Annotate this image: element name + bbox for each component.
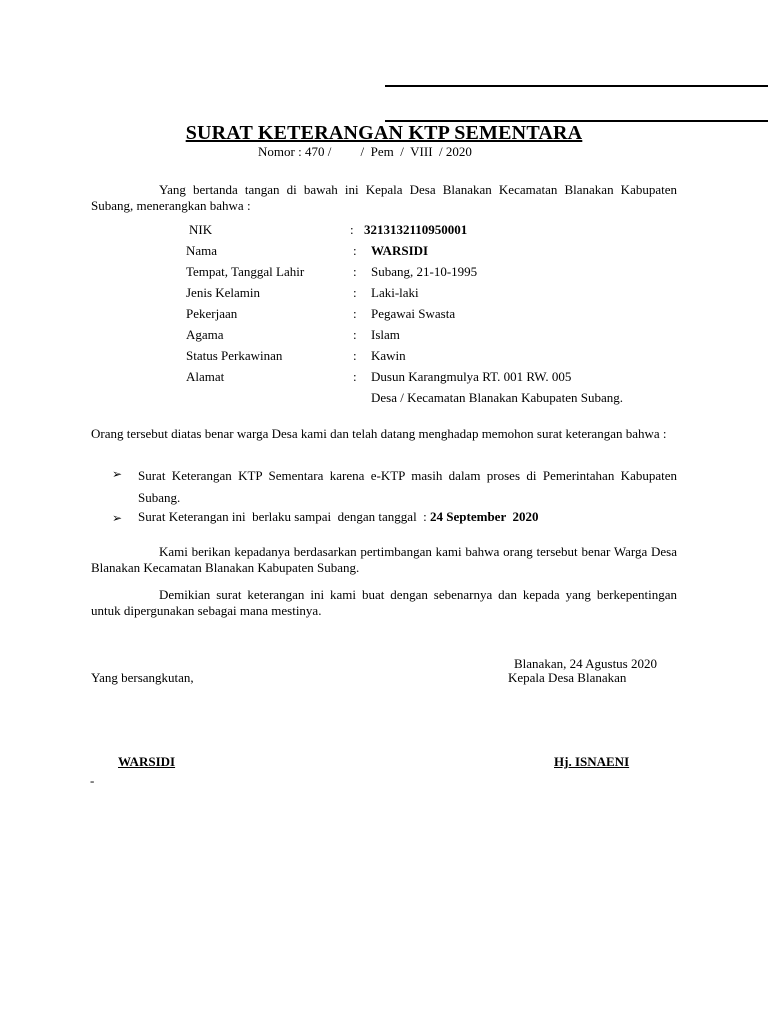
identity-colon: : bbox=[350, 222, 354, 237]
identity-colon: : bbox=[353, 285, 357, 300]
identity-colon: : bbox=[353, 348, 357, 363]
statement-paragraph: Orang tersebut diatas benar warga Desa kami dan telah datang menghadap memohon surat keterangan bahwa : bbox=[91, 426, 667, 441]
identity-colon: : bbox=[353, 243, 357, 258]
right-signatory-name: Hj. ISNAENI bbox=[554, 754, 630, 769]
identity-label: Tempat, Tanggal Lahir bbox=[186, 264, 305, 279]
identity-value-religion: Islam bbox=[371, 327, 400, 342]
bullet-item-1: Surat Keterangan KTP Sementara karena e-KTP masih dalam proses di Pemerintahan Kabupaten Subang. bbox=[138, 468, 677, 505]
header-rule-top bbox=[385, 85, 768, 87]
identity-label: NIK bbox=[189, 222, 213, 237]
identity-label: Agama bbox=[186, 327, 224, 342]
identity-value-ttl: Subang, 21-10-1995 bbox=[371, 264, 478, 279]
identity-colon: : bbox=[353, 369, 357, 384]
validity-date: 24 September 2020 bbox=[430, 509, 539, 524]
identity-value-job: Pegawai Swasta bbox=[371, 306, 456, 321]
identity-colon: : bbox=[353, 306, 357, 321]
right-signatory-role: Kepala Desa Blanakan bbox=[508, 670, 627, 685]
identity-value-address-line2: Desa / Kecamatan Blanakan Kabupaten Subang. bbox=[371, 390, 623, 405]
identity-label: Pekerjaan bbox=[186, 306, 238, 321]
arrow-bullet-icon: ➢ bbox=[112, 467, 123, 481]
left-signatory-role: Yang bersangkutan, bbox=[91, 670, 194, 685]
identity-colon: : bbox=[353, 264, 357, 279]
identity-value-marital: Kawin bbox=[371, 348, 406, 363]
arrow-bullet-icon: ➢ bbox=[112, 511, 123, 525]
identity-value-nama: WARSIDI bbox=[371, 243, 429, 258]
identity-colon: : bbox=[353, 327, 357, 342]
left-signatory-name: WARSIDI bbox=[118, 754, 176, 769]
document-title: SURAT KETERANGAN KTP SEMENTARA bbox=[185, 122, 583, 144]
bullet-item-2-text: Surat Keterangan ini berlaku sampai dengan tanggal : bbox=[138, 509, 431, 524]
identity-label: Nama bbox=[186, 243, 218, 258]
closing-paragraph-1: Kami berikan kepadanya berdasarkan pertimbangan kami bahwa orang tersebut benar Warga Desa Blanakan Kecamatan Blanakan Kabupaten Subang. bbox=[91, 544, 677, 576]
bullet-item-2 bbox=[138, 509, 539, 525]
intro-paragraph: Yang bertanda tangan di bawah ini Kepala Desa Blanakan Kecamatan Blanakan Kabupaten Subang, menerangkan bahwa : bbox=[91, 182, 677, 214]
document-number: Nomor : 470 / / Pem / VIII / 2020 bbox=[258, 144, 472, 159]
closing-paragraph-2: Demikian surat keterangan ini kami buat dengan sebenarnya dan kepada yang berkepentingan untuk dipergunakan sebagai mana mestinya. bbox=[91, 587, 677, 619]
stray-mark: - bbox=[90, 773, 95, 788]
identity-label: Status Perkawinan bbox=[186, 348, 283, 363]
identity-value-nik: 3213132110950001 bbox=[364, 222, 468, 237]
identity-value-address: Dusun Karangmulya RT. 001 RW. 005 bbox=[371, 369, 572, 384]
identity-label: Alamat bbox=[186, 369, 225, 384]
identity-value-gender: Laki-laki bbox=[371, 285, 419, 300]
place-date: Blanakan, 24 Agustus 2020 bbox=[514, 656, 657, 671]
identity-label: Jenis Kelamin bbox=[186, 285, 261, 300]
